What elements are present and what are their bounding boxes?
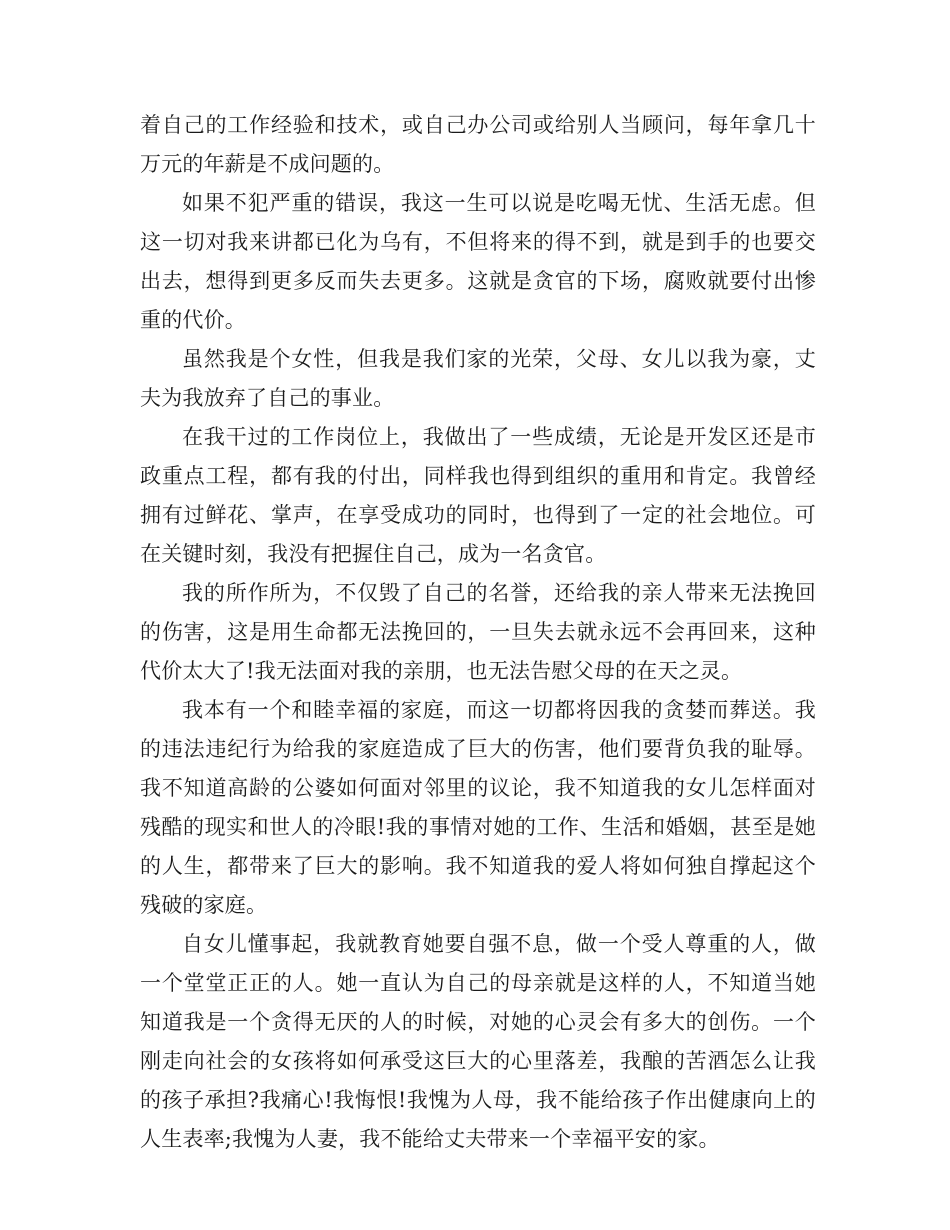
paragraph: 我的所作所为，不仅毁了自己的名誉，还给我的亲人带来无法挽回的伤害，这是用生命都无法挽回的，一旦失去就永远不会再回来，这种代价太大了!我无法面对我的亲朋，也无法告慰父母的在天之灵。 [140, 581, 816, 683]
paragraph: 我本有一个和睦幸福的家庭，而这一切都将因我的贪婪而葬送。我的违法违纪行为给我的家庭造成了巨大的伤害，他们要背负我的耻辱。我不知道高龄的公婆如何面对邻里的议论，我不知道我的女儿怎样面对残酷的现实和世人的冷眼!我的事情对她的工作、生活和婚姻，甚至是她的人生，都带来了巨大的影响。我不知道我的爱人将如何独自撑起这个残破的家庭。 [140, 698, 816, 917]
paragraph-continued: 着自己的工作经验和技术，或自己办公司或给别人当顾问，每年拿几十万元的年薪是不成问题的。 [140, 113, 816, 176]
paragraph: 如果不犯严重的错误，我这一生可以说是吃喝无忧、生活无虑。但这一切对我来讲都已化为乌有，不但将来的得不到，就是到手的也要交出去，想得到更多反而失去更多。这就是贪官的下场，腐败就要付出惨重的代价。 [140, 191, 816, 332]
paragraph: 自女儿懂事起，我就教育她要自强不息，做一个受人尊重的人，做一个堂堂正正的人。她一直认为自己的母亲就是这样的人，不知道当她知道我是一个贪得无厌的人的时候，对她的心灵会有多大的创伤。一个刚走向社会的女孩将如何承受这巨大的心里落差，我酿的苦酒怎么让我的孩子承担?我痛心!我悔恨!我愧为人母，我不能给孩子作出健康向上的人生表率;我愧为人妻，我不能给丈夫带来一个幸福平安的家。 [140, 932, 816, 1151]
document-body [140, 106, 816, 1159]
paragraph: 虽然我是个女性，但我是我们家的光荣，父母、女儿以我为豪，丈夫为我放弃了自己的事业。 [140, 347, 816, 410]
paragraph: 在我干过的工作岗位上，我做出了一些成绩，无论是开发区还是市政重点工程，都有我的付出，同样我也得到组织的重用和肯定。我曾经拥有过鲜花、掌声，在享受成功的同时，也得到了一定的社会地位。可在关键时刻，我没有把握住自己，成为一名贪官。 [140, 425, 816, 566]
